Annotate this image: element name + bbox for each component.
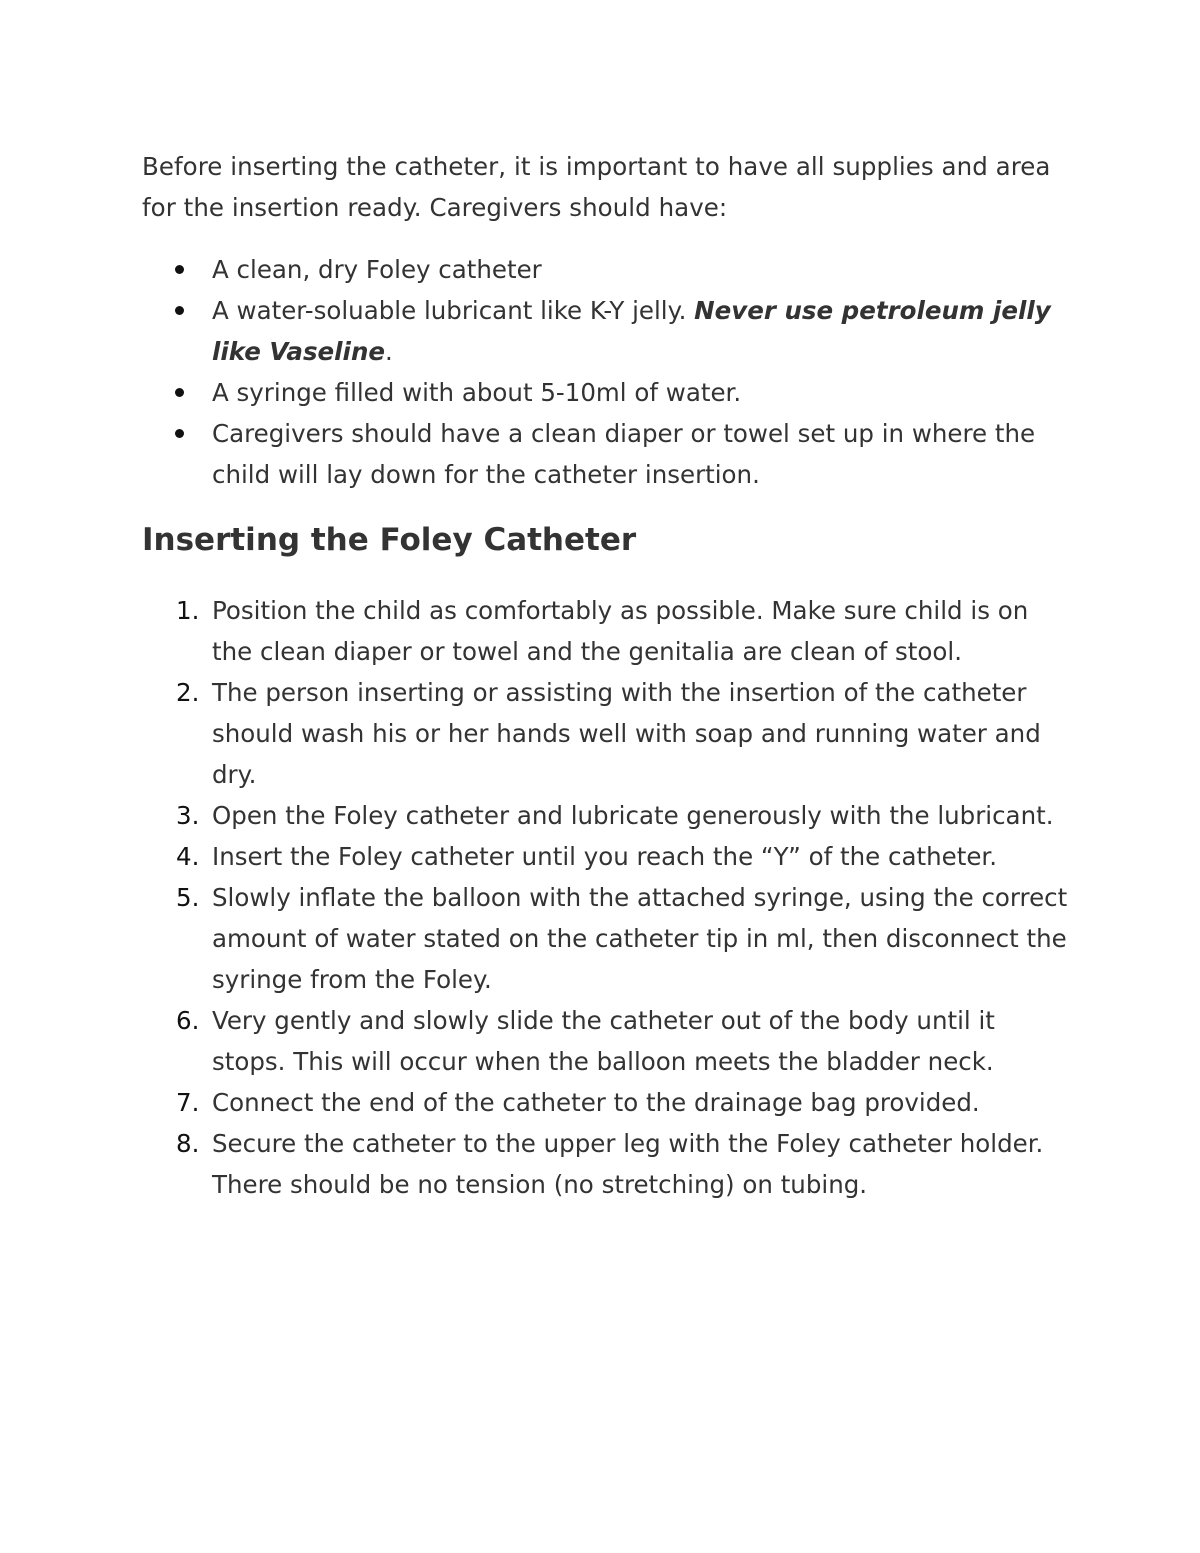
list-item-text: A water-soluable lubricant like K-Y jelly.: [212, 296, 695, 325]
step-text: Very gently and slowly slide the catheter out of the body until it stops. This will occur when the balloon meets the bladder neck.: [212, 1006, 995, 1076]
document-page: [142, 146, 1072, 1205]
list-item-text: Caregivers should have a clean diaper or towel set up in where the child will lay down for the catheter insertion.: [212, 419, 1036, 489]
bullet-icon: [175, 265, 184, 274]
step-item: [142, 795, 1072, 836]
step-number: 1.: [176, 596, 200, 625]
step-number: 4.: [176, 842, 200, 871]
steps-list: [142, 590, 1072, 1205]
step-item: [142, 672, 1072, 795]
step-text: The person inserting or assisting with the insertion of the catheter should wash his or her hands well with soap and running water and dry.: [212, 678, 1041, 789]
step-text: Secure the catheter to the upper leg with the Foley catheter holder. There should be no tension (no stretching) on tubing.: [212, 1129, 1044, 1199]
list-item-text: A clean, dry Foley catheter: [212, 255, 542, 284]
list-item: [142, 290, 1072, 372]
step-number: 3.: [176, 801, 200, 830]
warning-emphasis: Never use petroleum jelly like Vaseline: [212, 296, 1051, 366]
intro-paragraph: Before inserting the catheter, it is important to have all supplies and area for the insertion ready. Caregivers should have:: [142, 152, 1051, 222]
list-item: [142, 372, 1072, 413]
step-text: Connect the end of the catheter to the drainage bag provided.: [212, 1088, 980, 1117]
list-item-text: A syringe filled with about 5-10ml of water.: [212, 378, 742, 407]
list-item: [142, 413, 1072, 495]
step-number: 5.: [176, 883, 200, 912]
step-text: Slowly inflate the balloon with the attached syringe, using the correct amount of water stated on the catheter tip in ml, then disconnect the syringe from the Foley.: [212, 883, 1068, 994]
step-number: 8.: [176, 1129, 200, 1158]
step-number: 2.: [176, 678, 200, 707]
step-item: [142, 1123, 1072, 1205]
step-item: [142, 1082, 1072, 1123]
step-item: [142, 590, 1072, 672]
bullet-icon: [175, 388, 184, 397]
step-text: Insert the Foley catheter until you reach the “Y” of the catheter.: [212, 842, 998, 871]
step-text: Position the child as comfortably as possible. Make sure child is on the clean diaper or towel and the genitalia are clean of stool.: [212, 596, 1029, 666]
section-heading: Inserting the Foley Catheter: [142, 522, 637, 558]
step-text: Open the Foley catheter and lubricate generously with the lubricant.: [212, 801, 1054, 830]
list-item-tail: .: [385, 337, 393, 366]
step-number: 6.: [176, 1006, 200, 1035]
list-item: [142, 249, 1072, 290]
step-item: [142, 1000, 1072, 1082]
bullet-icon: [175, 429, 184, 438]
supplies-list: [142, 249, 1072, 495]
step-item: [142, 877, 1072, 1000]
bullet-icon: [175, 306, 184, 315]
step-number: 7.: [176, 1088, 200, 1117]
step-item: [142, 836, 1072, 877]
